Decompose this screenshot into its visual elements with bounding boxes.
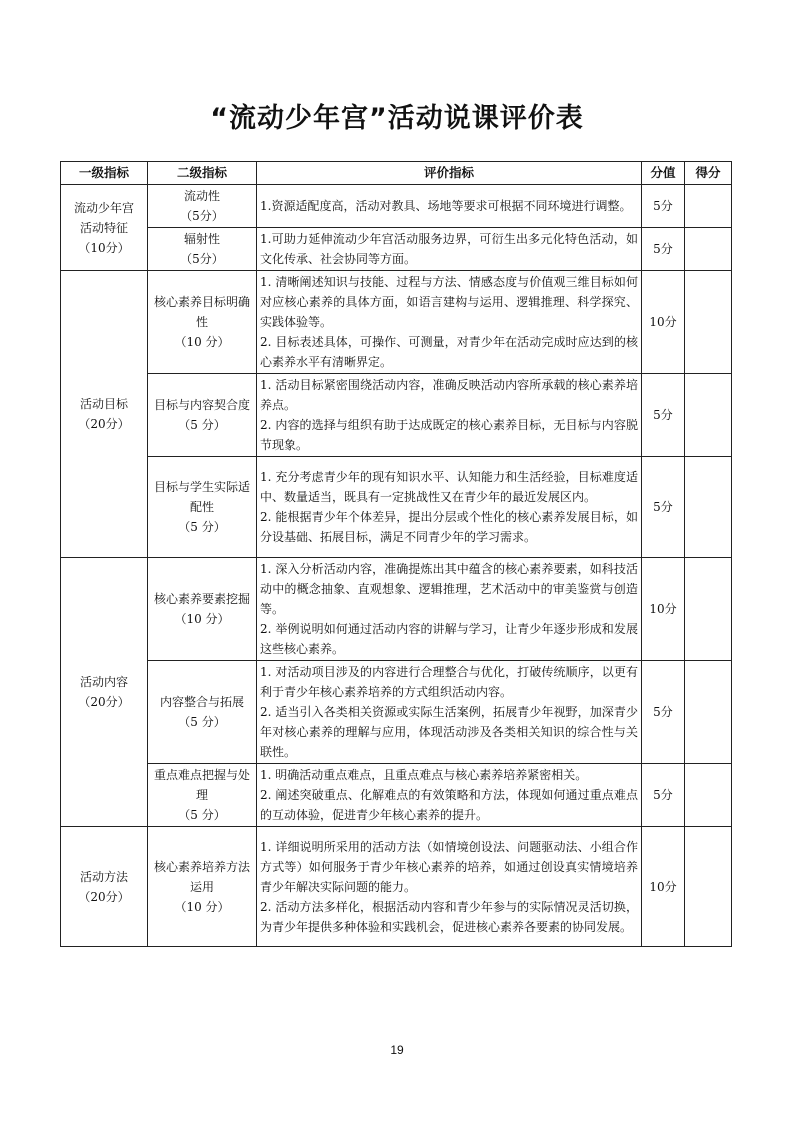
level2-name: 重点难点把握与处理 bbox=[153, 768, 250, 802]
criteria-text: 2. 内容的选择与组织有助于达成既定的核心素养目标，无目标与内容脱节现象。 bbox=[260, 418, 638, 452]
header-level1: 一级指标 bbox=[61, 162, 148, 185]
page-number: 19 bbox=[390, 1043, 404, 1057]
criteria-text: 1. 清晰阐述知识与技能、过程与方法、情感态度与价值观三维目标如何对应核心素养的具体方面，如语言建构与运用、逻辑推理、科学探究、实践体验等。 bbox=[260, 275, 638, 329]
score-cell: 5分 bbox=[642, 764, 685, 827]
table-row bbox=[61, 661, 732, 764]
level1-name: 流动少年宫活动特征 bbox=[73, 200, 134, 235]
score-cell: 5分 bbox=[642, 457, 685, 558]
level2-cell bbox=[148, 558, 257, 661]
level1-cell bbox=[61, 271, 148, 558]
criteria-cell bbox=[257, 271, 642, 374]
level2-score-note: （5分） bbox=[180, 252, 224, 266]
obtained-score-cell[interactable] bbox=[685, 764, 732, 827]
score-cell: 5分 bbox=[642, 185, 685, 228]
level2-score-note: （5分） bbox=[180, 209, 224, 223]
criteria-cell bbox=[257, 827, 642, 947]
level1-cell bbox=[61, 185, 148, 271]
table-row bbox=[61, 185, 732, 228]
criteria-cell bbox=[257, 558, 642, 661]
obtained-score-cell[interactable] bbox=[685, 271, 732, 374]
obtained-score-cell[interactable] bbox=[685, 457, 732, 558]
criteria-text: 2. 适当引入各类相关资源或实际生活案例，拓展青少年视野，加深青少年对核心素养的理解与应用，体现活动涉及各类相关知识的综合性与关联性。 bbox=[260, 705, 638, 759]
criteria-text: 2. 活动方法多样化，根据活动内容和青少年参与的实际情况灵活切换，为青少年提供多种体验和实践机会，促进核心素养各要素的协同发展。 bbox=[260, 899, 638, 934]
level2-cell bbox=[148, 185, 257, 228]
level2-cell bbox=[148, 457, 257, 558]
criteria-cell bbox=[257, 228, 642, 271]
score-cell: 5分 bbox=[642, 374, 685, 457]
criteria-text: 2. 阐述突破重点、化解难点的有效策略和方法，体现如何通过重点难点的互动体验，促进青少年核心素养的提升。 bbox=[260, 788, 638, 822]
criteria-text: 1.资源适配度高，活动对教具、场地等要求可根据不同环境进行调整。 bbox=[260, 199, 632, 213]
level2-name: 辐射性 bbox=[183, 232, 220, 246]
header-criteria: 评价指标 bbox=[257, 162, 642, 185]
table-header-row bbox=[61, 162, 732, 185]
level2-name: 核心素养培养方法运用 bbox=[153, 859, 250, 894]
criteria-text: 1.可助力延伸流动少年宫活动服务边界，可衍生出多元化特色活动，如文化传承、社会协同等方面。 bbox=[260, 232, 638, 266]
level2-cell bbox=[148, 827, 257, 947]
level2-name: 流动性 bbox=[183, 189, 220, 203]
criteria-text: 1. 明确活动重点难点，且重点难点与核心素养培养紧密相关。 bbox=[260, 768, 588, 782]
table-row bbox=[61, 271, 732, 374]
level1-total: （20分） bbox=[78, 417, 130, 431]
level2-score-note: （5 分） bbox=[178, 418, 226, 432]
obtained-score-cell[interactable] bbox=[685, 661, 732, 764]
obtained-score-cell[interactable] bbox=[685, 228, 732, 271]
level2-score-note: （10 分） bbox=[174, 335, 230, 349]
criteria-text: 1. 深入分析活动内容，准确提炼出其中蕴含的核心素养要素，如科技活动中的概念抽象、直观想象、逻辑推理，艺术活动中的审美鉴赏与创造等。 bbox=[260, 562, 638, 616]
criteria-text: 2. 能根据青少年个体差异，提出分层或个性化的核心素养发展目标，如分设基础、拓展目标，满足不同青少年的学习需求。 bbox=[260, 510, 638, 544]
level2-name: 核心素养要素挖掘 bbox=[153, 592, 250, 606]
level1-name: 活动目标 bbox=[79, 397, 128, 411]
level1-name: 活动方法 bbox=[79, 869, 128, 884]
evaluation-table bbox=[60, 161, 732, 947]
obtained-score-cell[interactable] bbox=[685, 185, 732, 228]
criteria-cell bbox=[257, 185, 642, 228]
table-row bbox=[61, 374, 732, 457]
score-cell: 10分 bbox=[642, 827, 685, 947]
criteria-text: 1. 活动目标紧密围绕活动内容，准确反映活动内容所承载的核心素养培养点。 bbox=[260, 378, 638, 412]
level2-name: 内容整合与拓展 bbox=[159, 695, 244, 709]
level2-cell bbox=[148, 661, 257, 764]
level1-cell bbox=[61, 558, 148, 827]
table-row bbox=[61, 827, 732, 947]
score-cell: 5分 bbox=[642, 228, 685, 271]
level1-name: 活动内容 bbox=[79, 675, 128, 689]
score-cell: 10分 bbox=[642, 558, 685, 661]
level2-cell bbox=[148, 764, 257, 827]
score-cell: 10分 bbox=[642, 271, 685, 374]
table-row bbox=[61, 228, 732, 271]
criteria-text: 2. 目标表述具体，可操作、可测量，对青少年在活动完成时应达到的核心素养水平有清晰界定。 bbox=[260, 335, 638, 369]
level2-name: 核心素养目标明确性 bbox=[153, 295, 250, 329]
level2-cell bbox=[148, 228, 257, 271]
obtained-score-cell[interactable] bbox=[685, 558, 732, 661]
table-row bbox=[61, 457, 732, 558]
level1-total: （20分） bbox=[78, 889, 130, 904]
level1-total: （10分） bbox=[78, 240, 130, 255]
level2-name: 目标与内容契合度 bbox=[153, 398, 250, 412]
table-row bbox=[61, 558, 732, 661]
level2-score-note: （5 分） bbox=[178, 715, 226, 729]
header-level2: 二级指标 bbox=[148, 162, 257, 185]
obtained-score-cell[interactable] bbox=[685, 827, 732, 947]
level1-total: （20分） bbox=[78, 695, 130, 709]
level1-cell bbox=[61, 827, 148, 947]
level2-score-note: （10 分） bbox=[174, 899, 230, 914]
obtained-score-cell[interactable] bbox=[685, 374, 732, 457]
criteria-text: 2. 举例说明如何通过活动内容的讲解与学习，让青少年逐步形成和发展这些核心素养。 bbox=[260, 622, 638, 656]
header-score: 分值 bbox=[642, 162, 685, 185]
criteria-cell bbox=[257, 661, 642, 764]
criteria-text: 1. 对活动项目涉及的内容进行合理整合与优化，打破传统顺序，以更有利于青少年核心素养培养的方式组织活动内容。 bbox=[260, 665, 638, 699]
table-row bbox=[61, 764, 732, 827]
score-cell: 5分 bbox=[642, 661, 685, 764]
page-title: “流动少年宫”活动说课评价表 bbox=[210, 103, 584, 134]
level2-cell bbox=[148, 271, 257, 374]
criteria-text: 1. 详细说明所采用的活动方法（如情境创设法、问题驱动法、小组合作方式等）如何服务于青少年核心素养的培养，如通过创设真实情境培养青少年解决实际问题的能力。 bbox=[260, 839, 638, 894]
level2-cell bbox=[148, 374, 257, 457]
level2-score-note: （5 分） bbox=[178, 520, 226, 534]
level2-score-note: （5 分） bbox=[178, 808, 226, 822]
criteria-cell bbox=[257, 764, 642, 827]
header-obtained: 得分 bbox=[685, 162, 732, 185]
criteria-cell bbox=[257, 374, 642, 457]
level2-score-note: （10 分） bbox=[174, 612, 230, 626]
criteria-cell bbox=[257, 457, 642, 558]
level2-name: 目标与学生实际适配性 bbox=[153, 480, 250, 514]
criteria-text: 1. 充分考虑青少年的现有知识水平、认知能力和生活经验，目标难度适中、数量适当，既具有一定挑战性又在青少年的最近发展区内。 bbox=[260, 470, 638, 504]
